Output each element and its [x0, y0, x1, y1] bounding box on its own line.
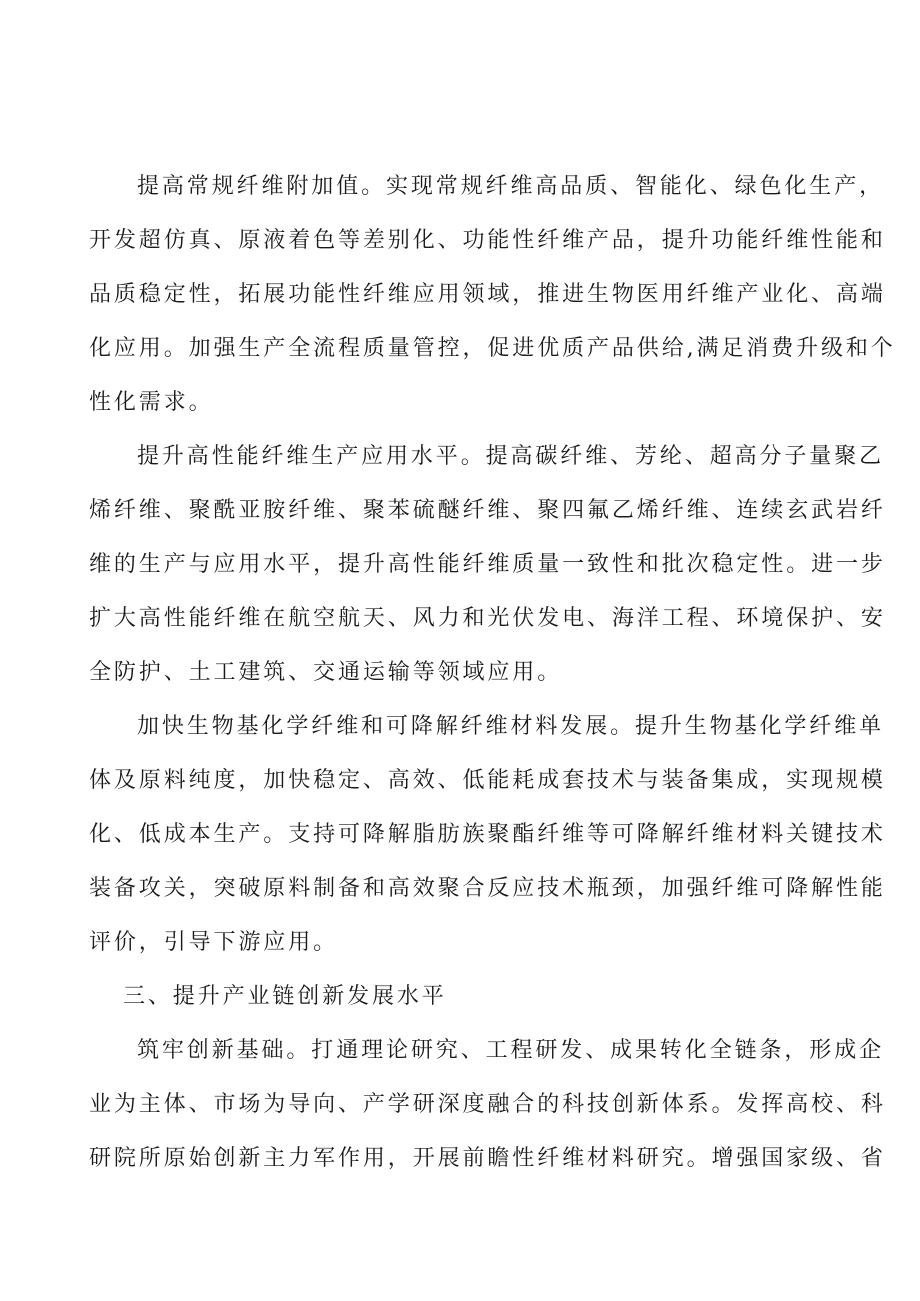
text-line: 开发超仿真、原液着色等差别化、功能性纤维产品，提升功能纤维性能和 — [89, 228, 886, 253]
text-line: 化应用。加强生产全流程质量管控，促进优质产品供给,满足消费升级和个 — [89, 336, 896, 361]
paragraph-bio-based-fiber — [89, 700, 886, 970]
text-line: 体及原料纯度，加快稳定、高效、低能耗成套技术与装备集成，实现规模 — [89, 768, 886, 793]
text-line: 提高常规纤维附加值。实现常规纤维高品质、智能化、绿色化生产， — [137, 174, 885, 199]
section-heading-text: 三、提升产业链创新发展水平 — [123, 984, 447, 1009]
text-line: 全防护、土工建筑、交通运输等领域应用。 — [89, 660, 563, 685]
section-heading — [89, 970, 841, 1024]
paragraph-innovation-foundation — [89, 1024, 886, 1186]
text-line: 烯纤维、聚酰亚胺纤维、聚苯硫醚纤维、聚四氟乙烯纤维、连续玄武岩纤 — [89, 498, 886, 523]
paragraph-high-performance-fiber — [89, 430, 886, 700]
text-line: 筑牢创新基础。打通理论研究、工程研发、成果转化全链条，形成企 — [137, 1038, 885, 1063]
text-line: 评价，引导下游应用。 — [89, 930, 339, 955]
document-body — [89, 160, 896, 1186]
text-line: 加快生物基化学纤维和可降解纤维材料发展。提升生物基化学纤维单 — [137, 714, 885, 739]
text-line: 业为主体、市场为导向、产学研深度融合的科技创新体系。发挥高校、科 — [89, 1092, 886, 1117]
text-line: 性化需求。 — [89, 390, 214, 415]
text-line: 提升高性能纤维生产应用水平。提高碳纤维、芳纶、超高分子量聚乙 — [137, 444, 885, 469]
text-line: 维的生产与应用水平，提升高性能纤维质量一致性和批次稳定性。进一步 — [89, 552, 886, 577]
text-line: 化、低成本生产。支持可降解脂肪族聚酯纤维等可降解纤维材料关键技术 — [89, 822, 886, 847]
text-line: 品质稳定性，拓展功能性纤维应用领域，推进生物医用纤维产业化、高端 — [89, 282, 886, 307]
paragraph-conventional-fiber — [89, 160, 896, 430]
text-line: 装备攻关，突破原料制备和高效聚合反应技术瓶颈，加强纤维可降解性能 — [89, 876, 886, 901]
text-line: 研院所原始创新主力军作用，开展前瞻性纤维材料研究。增强国家级、省 — [89, 1146, 886, 1171]
text-line: 扩大高性能纤维在航空航天、风力和光伏发电、海洋工程、环境保护、安 — [89, 606, 886, 631]
